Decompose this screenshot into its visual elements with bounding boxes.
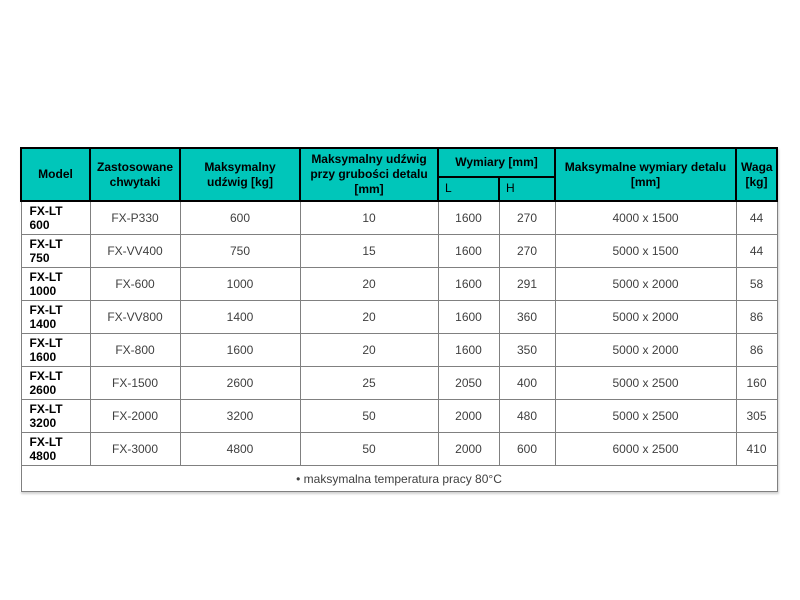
table-row [21,268,777,301]
cell-model: FX-LT 1600 [21,334,90,367]
cell-detail: 5000 x 2000 [555,268,736,301]
table-row [21,334,777,367]
column-header-dimensions: Wymiary [mm] [438,148,555,177]
cell-detail: 5000 x 1500 [555,235,736,268]
cell-model: FX-LT 1400 [21,301,90,334]
column-header-max-load: Maksymalny udźwig [kg] [180,148,300,201]
cell-max-load: 1600 [180,334,300,367]
cell-weight: 86 [736,334,777,367]
cell-thickness: 20 [300,334,438,367]
footer-note-row [21,466,777,492]
cell-gripper: FX-2000 [90,400,180,433]
cell-dim-l: 1600 [438,235,499,268]
cell-dim-l: 1600 [438,201,499,235]
cell-max-load: 4800 [180,433,300,466]
cell-gripper: FX-VV400 [90,235,180,268]
cell-detail: 5000 x 2500 [555,400,736,433]
cell-dim-l: 1600 [438,301,499,334]
cell-max-load: 600 [180,201,300,235]
cell-dim-h: 600 [499,433,555,466]
cell-dim-h: 360 [499,301,555,334]
column-header-max-load-thickness: Maksymalny udźwig przy grubości detalu [mm] [300,148,438,201]
cell-thickness: 50 [300,400,438,433]
cell-weight: 160 [736,367,777,400]
cell-detail: 5000 x 2500 [555,367,736,400]
cell-dim-l: 1600 [438,268,499,301]
product-spec-table [20,147,778,492]
cell-model: FX-LT 3200 [21,400,90,433]
cell-dim-h: 480 [499,400,555,433]
cell-dim-h: 291 [499,268,555,301]
column-header-dim-h: H [499,177,555,201]
cell-thickness: 20 [300,301,438,334]
cell-gripper: FX-3000 [90,433,180,466]
cell-gripper: FX-P330 [90,201,180,235]
cell-weight: 305 [736,400,777,433]
table-row [21,433,777,466]
cell-dim-l: 2000 [438,433,499,466]
cell-model: FX-LT 750 [21,235,90,268]
cell-dim-l: 2050 [438,367,499,400]
table-row [21,301,777,334]
cell-thickness: 10 [300,201,438,235]
cell-thickness: 50 [300,433,438,466]
cell-max-load: 2600 [180,367,300,400]
cell-weight: 44 [736,201,777,235]
column-header-grippers: Zastosowane chwytaki [90,148,180,201]
cell-gripper: FX-1500 [90,367,180,400]
cell-gripper: FX-800 [90,334,180,367]
cell-dim-h: 270 [499,235,555,268]
cell-max-load: 1400 [180,301,300,334]
header-row-main [21,148,777,177]
column-header-model: Model [21,148,90,201]
footer-note: • maksymalna temperatura pracy 80°C [21,466,777,492]
cell-weight: 410 [736,433,777,466]
cell-weight: 86 [736,301,777,334]
cell-gripper: FX-VV800 [90,301,180,334]
column-header-dim-l: L [438,177,499,201]
cell-model: FX-LT 600 [21,201,90,235]
cell-detail: 5000 x 2000 [555,301,736,334]
cell-model: FX-LT 4800 [21,433,90,466]
cell-dim-h: 350 [499,334,555,367]
cell-thickness: 20 [300,268,438,301]
cell-dim-h: 270 [499,201,555,235]
cell-detail: 4000 x 1500 [555,201,736,235]
table-row [21,367,777,400]
cell-detail: 5000 x 2000 [555,334,736,367]
cell-max-load: 3200 [180,400,300,433]
table-row [21,235,777,268]
cell-thickness: 15 [300,235,438,268]
cell-weight: 58 [736,268,777,301]
cell-model: FX-LT 2600 [21,367,90,400]
table-row [21,201,777,235]
cell-dim-l: 2000 [438,400,499,433]
cell-max-load: 750 [180,235,300,268]
cell-dim-l: 1600 [438,334,499,367]
cell-detail: 6000 x 2500 [555,433,736,466]
cell-thickness: 25 [300,367,438,400]
cell-weight: 44 [736,235,777,268]
column-header-weight: Waga [kg] [736,148,777,201]
table-row [21,400,777,433]
cell-model: FX-LT 1000 [21,268,90,301]
cell-gripper: FX-600 [90,268,180,301]
cell-max-load: 1000 [180,268,300,301]
cell-dim-h: 400 [499,367,555,400]
column-header-max-detail: Maksymalne wymiary detalu [mm] [555,148,736,201]
